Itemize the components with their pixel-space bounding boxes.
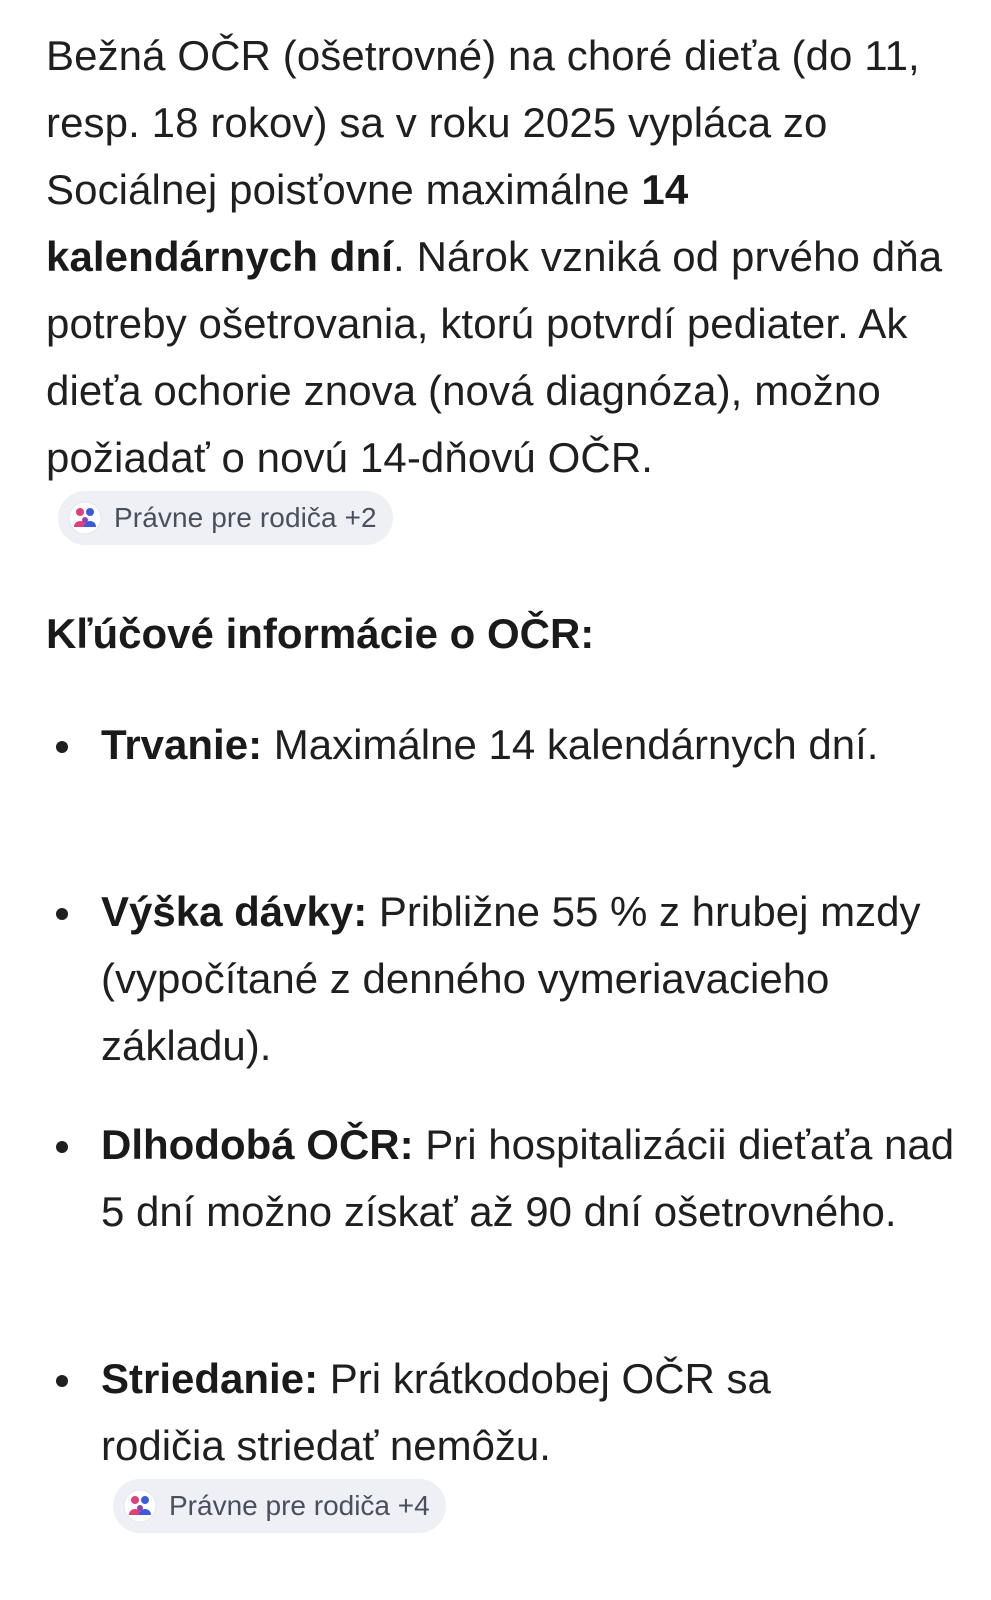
list-item-benefit-amount bbox=[101, 878, 961, 1079]
list-item-duration bbox=[101, 711, 961, 778]
list-item-long-term bbox=[101, 1111, 961, 1245]
list-item-label: Výška dávky: bbox=[101, 888, 368, 935]
list-item-text: Pri krátkodobej OČR sa rodičia striedať nemôžu. bbox=[101, 1355, 771, 1469]
list-item-label: Striedanie: bbox=[101, 1355, 319, 1402]
list-item-alternation bbox=[101, 1345, 861, 1548]
intro-text-start: Bežná OČR (ošetrovné) na choré dieťa (do 11, resp. 18 rokov) sa v roku 2025 vypláca zo Sociálnej poisťovne maximálne bbox=[46, 32, 920, 213]
source-chip-label: Právne pre rodiča +4 bbox=[169, 1490, 430, 1521]
bullet-dot bbox=[56, 908, 68, 920]
intro-bold-duration: 14 kalendárnych dní bbox=[46, 166, 689, 280]
intro-text-end: . Nárok vzniká od prvého dňa potreby ošetrovania, ktorú potvrdí pediater. Ak dieťa ochorie znova (nová diagnóza), možno požiadať o novú 14-dňovú OČR. bbox=[46, 233, 943, 481]
bullet-dot bbox=[56, 741, 68, 753]
family-source-icon bbox=[123, 1489, 157, 1523]
list-item-text: Pri hospitalizácii dieťaťa nad 5 dní možno získať až 90 dní ošetrovného. bbox=[101, 1121, 955, 1235]
intro-paragraph bbox=[46, 22, 966, 560]
list-item-label: Dlhodobá OČR: bbox=[101, 1121, 414, 1168]
list-item-text: Približne 55 % z hrubej mzdy (vypočítané z denného vymeriavacieho základu). bbox=[101, 888, 921, 1069]
bullet-dot bbox=[56, 1141, 68, 1153]
family-source-icon bbox=[68, 501, 102, 535]
section-heading: Kľúčové informácie o OČR: bbox=[46, 610, 595, 657]
source-chip-label: Právne pre rodiča +2 bbox=[114, 502, 377, 533]
source-chip-intro[interactable] bbox=[58, 491, 393, 545]
list-item-label: Trvanie: bbox=[101, 721, 263, 768]
list-item-text: Maximálne 14 kalendárnych dní. bbox=[262, 721, 879, 768]
source-chip-alternation[interactable] bbox=[113, 1479, 446, 1533]
bullet-dot bbox=[56, 1375, 68, 1387]
